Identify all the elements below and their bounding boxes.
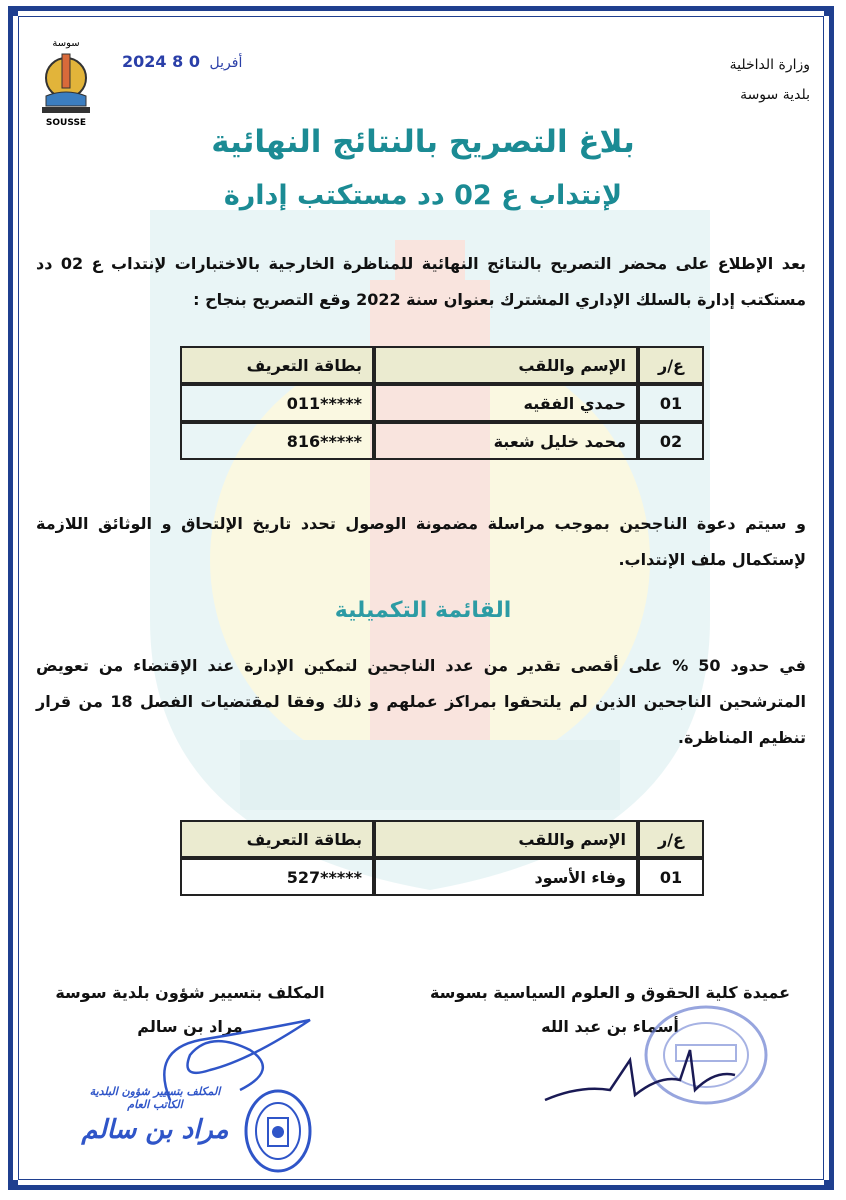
corner-ornament <box>824 6 834 16</box>
stamp-line-1: المكلف بتسيير شؤون البلدية <box>89 1085 221 1098</box>
header-name: الإسم واللقب <box>374 820 638 858</box>
table-row <box>180 384 704 422</box>
supplementary-title: القائمة التكميلية <box>334 598 512 623</box>
sousse-logo <box>36 36 96 128</box>
right-signatory-title: عميدة كلية الحقوق و العلوم السياسية بسوسة <box>429 983 791 1002</box>
row-name: حمدي الفقيه <box>374 384 638 422</box>
issuer-block <box>610 50 810 110</box>
results-table <box>180 346 704 460</box>
left-signatory-name: مراد بن سالم <box>137 1017 243 1036</box>
invitation-paragraph: و سيتم دعوة الناجحين بموجب مراسلة مضمونة الوصول تحدد تاريخ الإلتحاق و الوثائق اللازمة لإستكمال ملف الإنتداب. <box>36 514 806 569</box>
table-header-row <box>180 820 704 858</box>
logo-top-text: سوسة <box>52 38 80 49</box>
left-signatory-title: المكلف بتسيير شؤون بلدية سوسة <box>55 983 325 1002</box>
stamp-line-3: مراد بن سالم <box>81 1115 229 1145</box>
logo-bottom-text: SOUSSE <box>45 118 87 128</box>
corner-ornament <box>8 6 18 16</box>
table-header-row <box>180 346 704 384</box>
supplementary-paragraph: في حدود 50 % على أقصى تقدير من عدد الناجحين لتمكين الإدارة عند الإقتضاء من تعويض المترشحين الناجحين الذين لم يلتحقوا بمراكز عملهم و ذلك وفقا لمقتضيات الفصل 18 من قرار تنظيم المناظرة. <box>36 656 807 747</box>
row-name: وفاء الأسود <box>374 858 638 896</box>
row-num: 01 <box>638 858 704 896</box>
corner-ornament <box>824 1180 834 1190</box>
date-day: 0 8 <box>172 52 200 71</box>
row-num: 01 <box>638 384 704 422</box>
date-month: أفريل <box>209 55 243 71</box>
table-row <box>180 858 704 896</box>
right-signatory-name: أسماء بن عبد الله <box>541 1017 679 1036</box>
row-name: محمد خليل شعبة <box>374 422 638 460</box>
ministry-name: وزارة الداخلية <box>729 57 810 73</box>
supplementary-table <box>180 820 704 896</box>
header-id: بطاقة التعريف <box>180 820 374 858</box>
header-num: ع/ر <box>638 820 704 858</box>
row-id: 527***** <box>180 858 374 896</box>
corner-ornament <box>8 1180 18 1190</box>
right-handwritten-signature <box>540 1040 740 1110</box>
document-title: بلاغ التصريح بالنتائج النهائية <box>211 124 635 160</box>
left-official-stamp <box>70 1085 240 1145</box>
stamp-line-2: الكاتب العام <box>127 1098 183 1111</box>
date-stamp <box>122 52 246 71</box>
row-id: 816***** <box>180 422 374 460</box>
row-num: 02 <box>638 422 704 460</box>
municipality-name: بلدية سوسة <box>740 87 810 103</box>
header-num: ع/ر <box>638 346 704 384</box>
header-id: بطاقة التعريف <box>180 346 374 384</box>
intro-paragraph: بعد الإطلاع على محضر التصريح بالنتائج النهائية للمناظرة الخارجية بالاختبارات لإنتداب ع 02 دد مستكتب إدارة بالسلك الإداري المشترك بعنوان سنة 2022 وقع التصريح بنجاح : <box>36 254 807 309</box>
municipality-round-stamp <box>242 1088 314 1174</box>
row-id: 011***** <box>180 384 374 422</box>
table-row <box>180 422 704 460</box>
date-year: 2024 <box>122 52 167 71</box>
header-name: الإسم واللقب <box>374 346 638 384</box>
document-subtitle: لإنتداب ع 02 دد مستكتب إدارة <box>223 180 623 211</box>
